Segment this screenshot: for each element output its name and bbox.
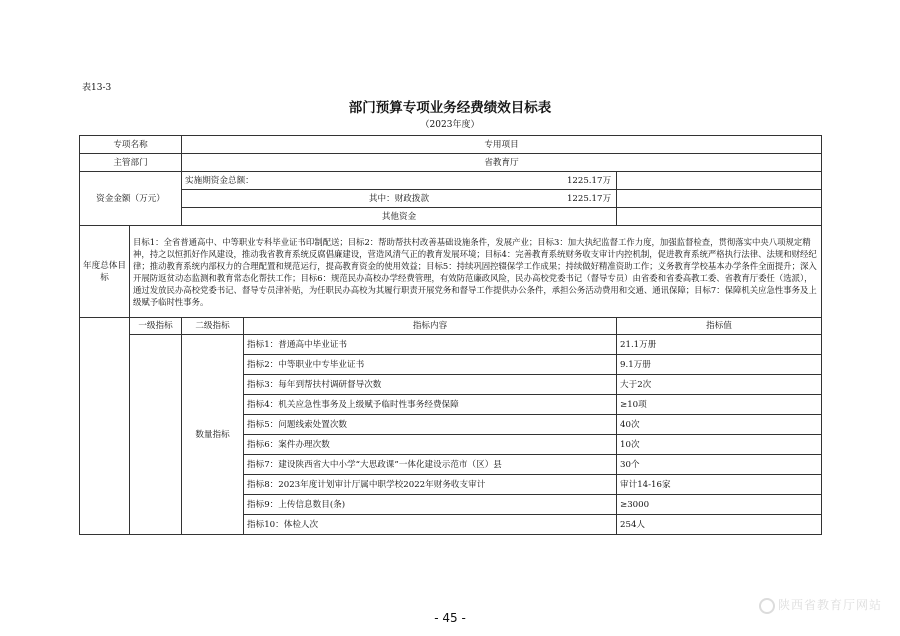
fund-total-label: 实施期资金总额： (182, 172, 617, 190)
indicator-content: 指标9：上传信息数目(条) (244, 495, 617, 515)
header-level2: 二级指标 (182, 318, 244, 335)
indicator-content: 指标5：问题线索处置次数 (244, 415, 617, 435)
indicator-content: 指标2：中等职业中专毕业证书 (244, 355, 617, 375)
indicator-content: 指标6：案件办理次数 (244, 435, 617, 455)
indicator-value: 9.1万册 (617, 355, 822, 375)
fund-other-label: 其他资金 (182, 208, 617, 226)
indicator-value: 10次 (617, 435, 822, 455)
fund-total-value (566, 172, 822, 190)
indicator-content: 指标3：每年到帮扶村调研督导次数 (244, 375, 617, 395)
indicator-value: 大于2次 (617, 375, 822, 395)
indicator-content: 指标1：普通高中毕业证书 (244, 335, 617, 355)
fund-fiscal-label: 其中：财政拨款 (182, 190, 617, 208)
indicator-value: 254人 (617, 515, 822, 535)
fund-total-amount: 1225.17万 (566, 175, 612, 186)
dept-label: 主管部门 (80, 154, 182, 172)
goal-text: 目标1：全省普通高中、中等职业专科毕业证书印制配送；目标2：帮助帮扶村改善基础设施条件，发展产业；目标3：加大执纪监督工作力度，加强监督检查，贯彻落实中央八项规定精神，持之以恒抓好作风建设，推动我省教育系统反腐倡廉建设，营造风清气正的教育发展环境；目标4：完善教育系统财务收支审计内控机制，促进教育系统严格执行法律、法规和财经纪律；推动教育系统内部权力的合理配置和规范运行，提高教育资金的使用效益；目标5：持续巩固控辍保学工作成果；持续做好精准资助工作；义务教育学校基本办学条件全面提升；深入开展防返贫动态监测和教育常态化帮扶工作；目标6：规范民办高校办学经费管理，有效防范廉政风险，民办高校党委书记（督导专员）由省委和省委高教工委、省教育厅委任（选派），通过发放民办高校党委书记、督导专员津补贴，为任职民办高校为其履行职责开展党务和督导工作提供办公条件，承担公务活动费用和交通、通讯保障；目标7：保障机关应急性事务及上级赋予临时性事务。 (130, 226, 822, 318)
document-title: 部门预算专项业务经费绩效目标表 (348, 100, 552, 116)
watermark (759, 596, 882, 614)
indicator-content: 指标4：机关应急性事务及上级赋予临时性事务经费保障 (244, 395, 617, 415)
indicator-value: ≥10项 (617, 395, 822, 415)
watermark-logo-icon (759, 598, 775, 614)
performance-table (79, 135, 822, 535)
indicator-content: 指标10：体检人次 (244, 515, 617, 535)
watermark-text: 陕西省教育厅网站 (777, 598, 882, 612)
fund-label: 资金金额（万元） (80, 172, 182, 226)
indicator-content: 指标7：建设陕西省大中小学“大思政课”一体化建设示范市（区）县 (244, 455, 617, 475)
indicator-value: 审计14-16家 (617, 475, 822, 495)
fund-fiscal-value (566, 190, 822, 208)
table-number: 表13-3 (82, 83, 112, 93)
indicator-value: 40次 (617, 415, 822, 435)
page-number: - 45 - (434, 611, 466, 625)
project-name-label: 专项名称 (80, 136, 182, 154)
fund-other-value (617, 208, 822, 226)
project-name-value: 专用项目 (182, 136, 822, 154)
indicator-side-blank (80, 318, 130, 535)
header-level1: 一级指标 (130, 318, 182, 335)
level1-cell (130, 335, 182, 535)
indicator-value: 21.1万册 (617, 335, 822, 355)
header-value: 指标值 (617, 318, 822, 335)
indicator-content: 指标8：2023年度计划审计厅属中职学校2022年财务收支审计 (244, 475, 617, 495)
document-year: （2023年度） (420, 120, 480, 130)
header-content: 指标内容 (244, 318, 617, 335)
goal-label: 年度总体目标 (80, 226, 130, 318)
level2-quantity: 数量指标 (182, 335, 244, 535)
indicator-value: ≥3000 (617, 495, 822, 515)
fund-fiscal-amount: 1225.17万 (566, 193, 612, 204)
dept-value: 省教育厅 (182, 154, 822, 172)
indicator-value: 30个 (617, 455, 822, 475)
